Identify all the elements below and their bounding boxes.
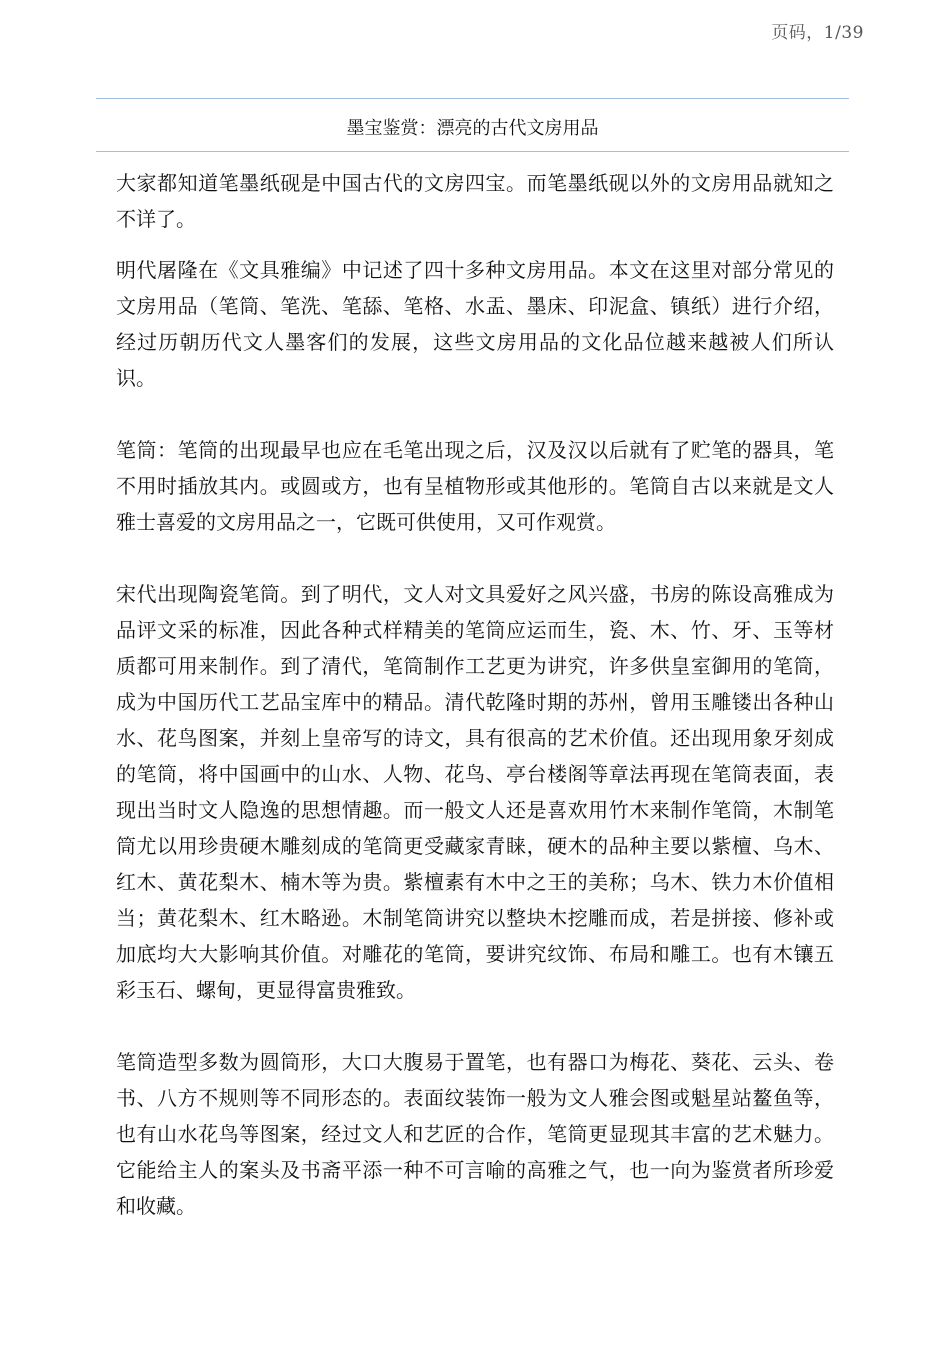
- paragraph-bitong-form: 笔筒造型多数为圆筒形，大口大腹易于置笔，也有器口为梅花、葵花、云头、卷书、八方不规则等不同形态的。表面纹装饰一般为文人雅会图或魁星站鳌鱼等，也有山水花鸟等图案，经过文人和艺匠的合作，笔筒更显现其丰富的艺术魅力。它能给主人的案头及书斋平添一种不可言喻的高雅之气，也一向为鉴赏者所珍爱和收藏。: [116, 1050, 834, 1218]
- paragraph-intro: 大家都知道笔墨纸砚是中国古代的文房四宝。而笔墨纸砚以外的文房用品就知之不详了。: [116, 171, 834, 231]
- page-number: 页码，1/39: [771, 23, 864, 43]
- document-body: [116, 165, 834, 1224]
- title-rule-bottom: [96, 151, 849, 152]
- document-title: 墨宝鉴赏：漂亮的古代文房用品: [346, 118, 599, 139]
- title-rule-top: [96, 98, 849, 99]
- paragraph-bitong-intro: 笔筒：笔筒的出现最早也应在毛笔出现之后，汉及汉以后就有了贮笔的器具，笔不用时插放其内。或圆或方，也有呈植物形或其他形的。笔筒自古以来就是文人雅士喜爱的文房用品之一，它既可供使用，又可作观赏。: [116, 438, 834, 534]
- paragraph-overview: 明代屠隆在《文具雅编》中记述了四十多种文房用品。本文在这里对部分常见的文房用品（笔筒、笔洗、笔舔、笔格、水盂、墨床、印泥盒、镇纸）进行介绍，经过历朝历代文人墨客们的发展，这些文房用品的文化品位越来越被人们所认识。: [116, 258, 834, 390]
- paragraph-bitong-history: 宋代出现陶瓷笔筒。到了明代，文人对文具爱好之风兴盛，书房的陈设高雅成为品评文采的标准，因此各种式样精美的笔筒应运而生，瓷、木、竹、牙、玉等材质都可用来制作。到了清代，笔筒制作工艺更为讲究，许多供皇室御用的笔筒，成为中国历代工艺品宝库中的精品。清代乾隆时期的苏州，曾用玉雕镂出各种山水、花鸟图案，并刻上皇帝写的诗文，具有很高的艺术价值。还出现用象牙刻成的笔筒，将中国画中的山水、人物、花鸟、亭台楼阁等章法再现在笔筒表面，表现出当时文人隐逸的思想情趣。而一般文人还是喜欢用竹木来制作笔筒，木制笔筒尤以用珍贵硬木雕刻成的笔筒更受藏家青睐，硬木的品种主要以紫檀、乌木、红木、黄花梨木、楠木等为贵。紫檀素有木中之王的美称；乌木、铁力木价值相当；黄花梨木、红木略逊。木制笔筒讲究以整块木挖雕而成，若是拼接、修补或加底均大大影响其价值。对雕花的笔筒，要讲究纹饰、布局和雕工。也有木镶五彩玉石、螺甸，更显得富贵雅致。: [116, 582, 834, 1002]
